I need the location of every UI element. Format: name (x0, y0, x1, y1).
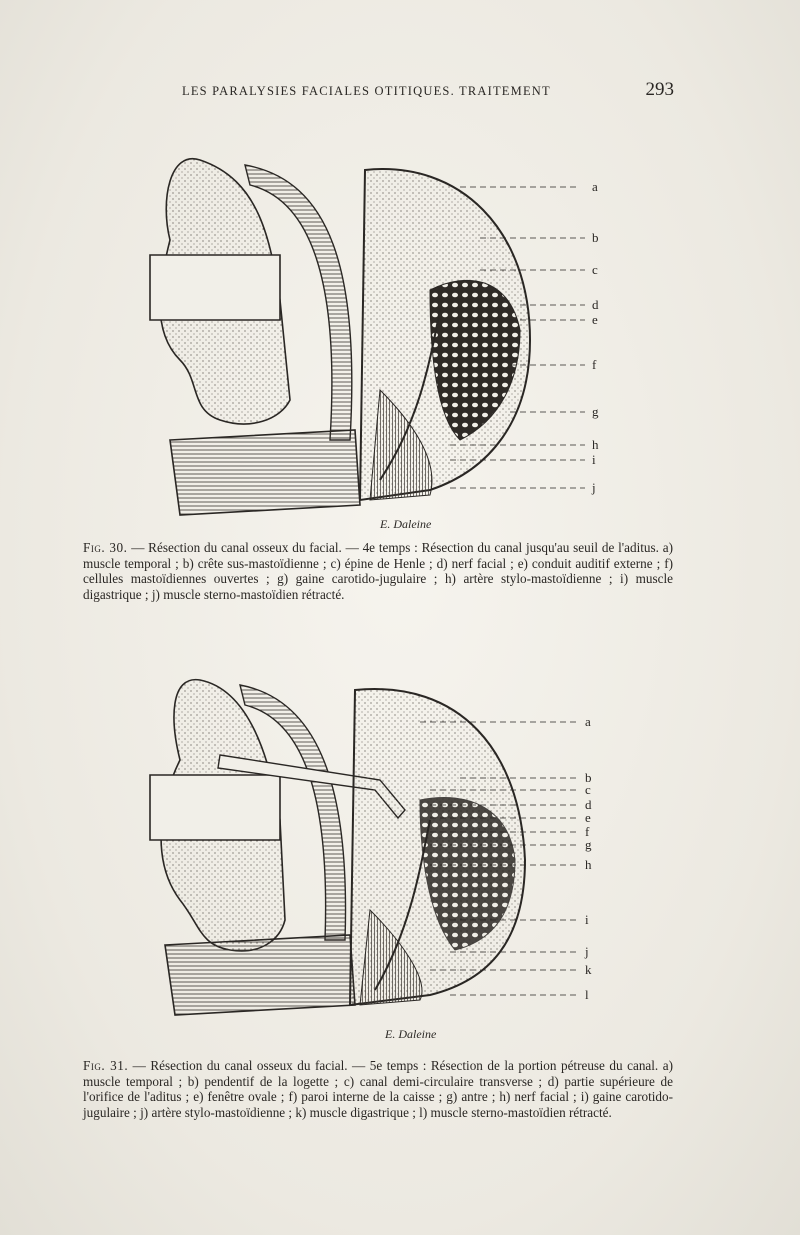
skin-flap (170, 430, 360, 515)
fig30-label-j: j (592, 480, 596, 495)
running-title: LES PARALYSIES FACIALES OTITIQUES. TRAITEMENT (182, 84, 551, 98)
fig30-label-a: a (592, 179, 598, 194)
fig30-label-i: i (592, 452, 596, 467)
fig31-label-l: l (585, 987, 589, 1002)
fig31-label-a: a (585, 714, 591, 729)
skin-flap-2 (165, 935, 355, 1015)
fig30-label-c: c (592, 262, 598, 277)
fig31-label-e: e (585, 810, 591, 825)
retractor-arm (150, 255, 280, 320)
fig31-label-i: i (585, 912, 589, 927)
fig30-caption-text: — Résection du canal osseux du facial. — 4e temps : Résection du canal jusqu'au seuil de l'aditus. a) muscle temporal ; b) crête sus-mastoïdienne ; c) épine de Henle ; d) nerf facial ; e) conduit auditif externe ; f) cellules mastoïdiennes ouvertes ; g) gaine carotido-jugulaire ; h) artère stylo-mastoïdienne ; i) muscle digastrique ; j) muscle sterno-mastoïdien rétracté. (83, 540, 673, 602)
fig30-label-f: f (592, 357, 597, 372)
fig31-caption-text: — Résection du canal osseux du facial. — 5e temps : Résection de la portion pétreuse du canal. a) muscle temporal ; b) pendentif de la logette ; c) canal demi-circulaire transverse ; d) partie supérieure de l'orifice de l'aditus ; e) fenêtre ovale ; f) paroi interne de la caisse ; g) antre ; h) nerf facial ; i) gaine carotido-jugulaire ; j) artère stylo-mastoïdienne ; k) muscle digastrique ; l) muscle sterno-mastoïdien rétracté. (83, 1058, 673, 1120)
fig31-caption-label: Fig. 31. (83, 1058, 129, 1073)
fig31-label-k: k (585, 962, 592, 977)
fig30-caption-label: Fig. 30. (83, 540, 128, 555)
fig31-label-g: g (585, 837, 592, 852)
figure-30-caption (83, 540, 673, 602)
fig31-label-c: c (585, 782, 591, 797)
retractor-arm-2 (150, 775, 280, 840)
fig30-label-e: e (592, 312, 598, 327)
figure-31-caption (83, 1058, 673, 1120)
figure-30-illustration (130, 120, 670, 540)
fig31-label-b: b (585, 770, 592, 785)
fig30-label-b: b (592, 230, 599, 245)
fig31-signature: E. Daleine (385, 1027, 437, 1041)
figure-31-drawing (130, 660, 670, 1050)
fig31-label-f: f (585, 824, 590, 839)
figure-31-illustration (130, 660, 670, 1050)
fig31-label-d: d (585, 797, 592, 812)
fig31-label-h: h (585, 857, 592, 872)
fig30-label-h: h (592, 437, 599, 452)
fig31-label-j: j (585, 944, 589, 959)
figure-30-drawing (130, 120, 670, 540)
fig30-label-g: g (592, 404, 599, 419)
fig30-signature: E. Daleine (380, 517, 432, 531)
fig30-label-d: d (592, 297, 599, 312)
page-number: 293 (645, 79, 674, 100)
